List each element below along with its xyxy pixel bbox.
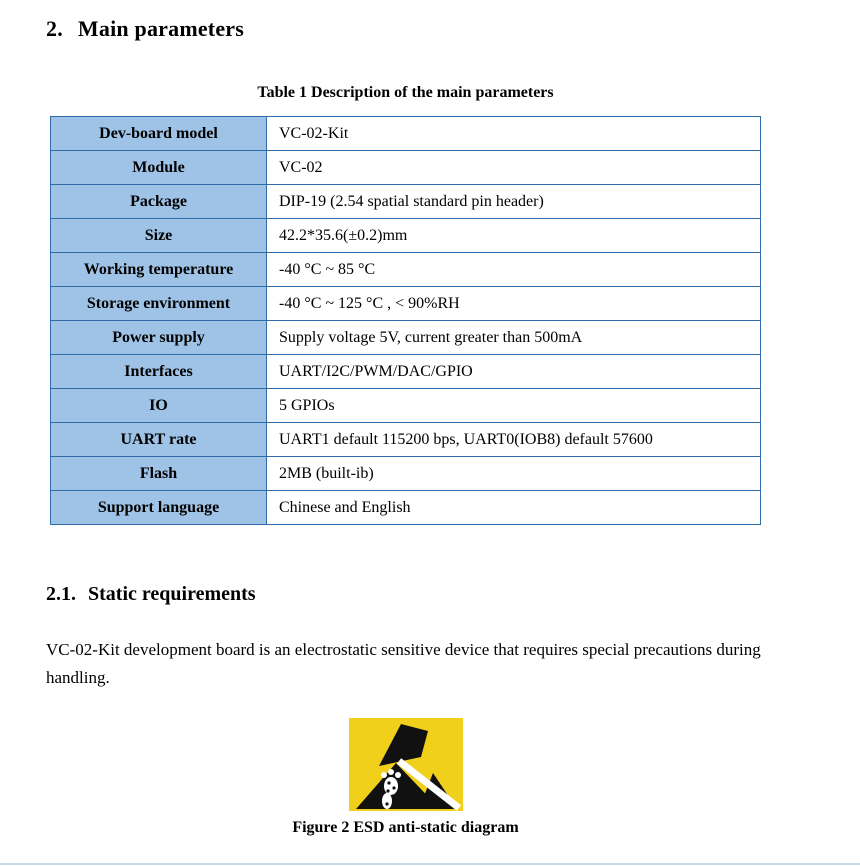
subsection-heading xyxy=(46,583,860,606)
param-label-cell: Package xyxy=(51,185,267,219)
table-row xyxy=(51,151,761,185)
param-value-cell: -40 °C ~ 85 °C xyxy=(267,253,761,287)
param-label-cell: UART rate xyxy=(51,423,267,457)
table-row xyxy=(51,185,761,219)
param-label-cell: Interfaces xyxy=(51,355,267,389)
subsection-number: 2.1. xyxy=(46,583,76,605)
param-value-cell: 2MB (built-ib) xyxy=(267,457,761,491)
param-label-cell: Working temperature xyxy=(51,253,267,287)
param-value-cell: 42.2*35.6(±0.2)mm xyxy=(267,219,761,253)
table-row xyxy=(51,117,761,151)
param-value-cell: 5 GPIOs xyxy=(267,389,761,423)
table-row xyxy=(51,253,761,287)
figure-caption: Figure 2 ESD anti-static diagram xyxy=(292,819,519,836)
page-footer-line xyxy=(0,863,860,865)
body-paragraph: VC-02-Kit development board is an electrostatic sensitive device that requires special precautions during handling. xyxy=(46,640,761,687)
param-label-cell: Storage environment xyxy=(51,287,267,321)
param-label-cell: IO xyxy=(51,389,267,423)
table-row xyxy=(51,389,761,423)
table-row xyxy=(51,457,761,491)
table-row xyxy=(51,491,761,525)
table-row xyxy=(51,219,761,253)
param-value-cell: DIP-19 (2.54 spatial standard pin header) xyxy=(267,185,761,219)
param-value-cell: UART1 default 115200 bps, UART0(IOB8) default 57600 xyxy=(267,423,761,457)
param-label-cell: Module xyxy=(51,151,267,185)
table-row xyxy=(51,355,761,389)
esd-figure xyxy=(50,718,761,837)
param-value-cell: VC-02-Kit xyxy=(267,117,761,151)
param-label-cell: Flash xyxy=(51,457,267,491)
table-row xyxy=(51,423,761,457)
section-title: Main parameters xyxy=(77,16,245,41)
esd-warning-icon xyxy=(349,718,463,811)
section-heading xyxy=(46,16,860,42)
param-label-cell: Power supply xyxy=(51,321,267,355)
param-label-cell: Support language xyxy=(51,491,267,525)
document-page xyxy=(0,16,860,866)
subsection-title: Static requirements xyxy=(88,583,256,605)
param-value-cell: Chinese and English xyxy=(267,491,761,525)
table-caption: Table 1 Description of the main parameters xyxy=(257,84,554,101)
param-label-cell: Size xyxy=(51,219,267,253)
param-label-cell: Dev-board model xyxy=(51,117,267,151)
param-value-cell: Supply voltage 5V, current greater than 500mA xyxy=(267,321,761,355)
param-value-cell: VC-02 xyxy=(267,151,761,185)
table-row xyxy=(51,321,761,355)
param-value-cell: UART/I2C/PWM/DAC/GPIO xyxy=(267,355,761,389)
table-row xyxy=(51,287,761,321)
parameters-table xyxy=(50,116,761,525)
section-number: 2. xyxy=(46,16,63,41)
param-value-cell: -40 °C ~ 125 °C , < 90%RH xyxy=(267,287,761,321)
